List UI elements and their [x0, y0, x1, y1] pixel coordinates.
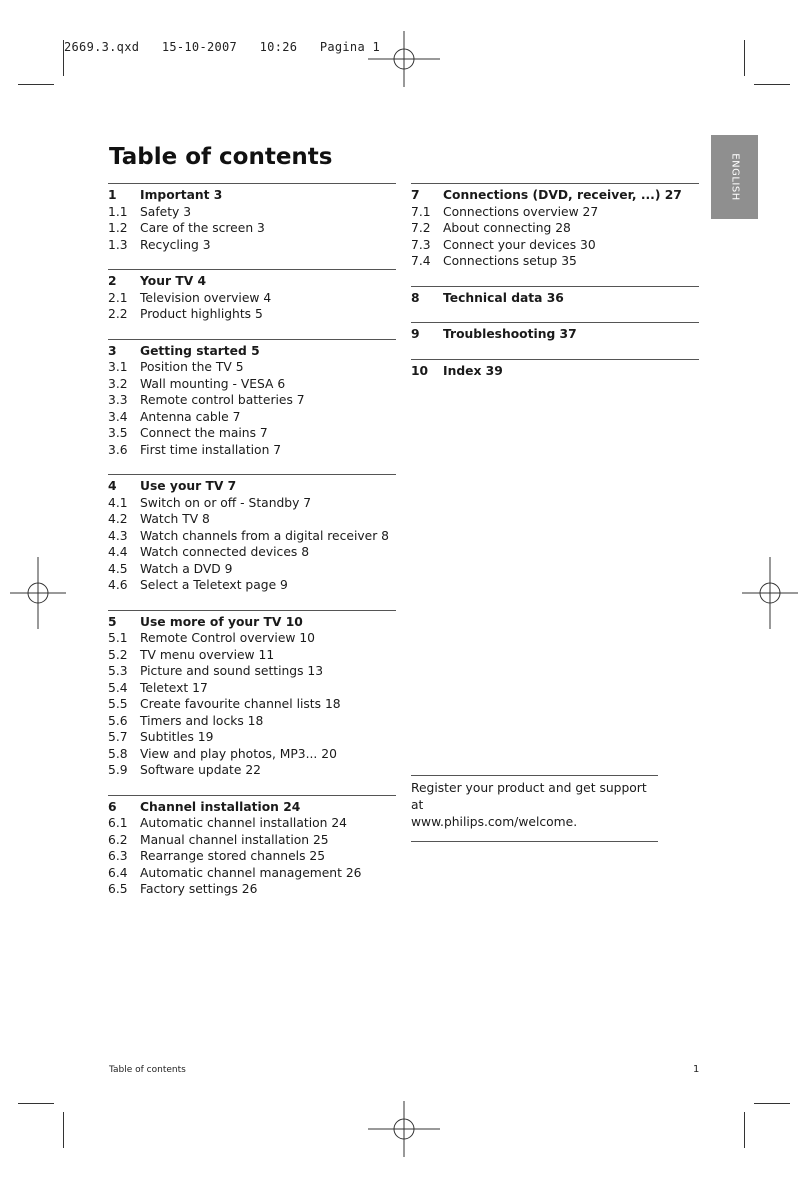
toc-entry-title: Important 3 [140, 188, 223, 202]
toc-entry-title: Wall mounting - VESA 6 [140, 376, 286, 391]
toc-entry[interactable] [108, 815, 396, 832]
toc-entry-title: Rearrange stored channels 25 [140, 849, 326, 863]
toc-entry-title: Index 39 [443, 363, 503, 378]
toc-entry[interactable] [411, 220, 699, 237]
toc-entry[interactable] [108, 425, 396, 442]
toc-entry-number: 4.2 [108, 512, 128, 526]
toc-entry-title: Switch on or off - Standby 7 [140, 495, 312, 510]
toc-entry-number: 6.3 [108, 849, 128, 863]
toc-chapter-heading[interactable] [108, 799, 396, 816]
toc-entry-title: Your TV 4 [140, 274, 207, 288]
toc-entry-title: TV menu overview 11 [140, 647, 275, 662]
toc-entry-title: Factory settings 26 [140, 882, 258, 896]
toc-section [108, 795, 396, 914]
toc-section [411, 359, 699, 396]
toc-entry[interactable] [108, 204, 396, 221]
toc-entry-number: 7.2 [411, 221, 431, 235]
toc-entry-number: 3.6 [108, 442, 128, 457]
toc-entry-number: 2.1 [108, 290, 128, 305]
toc-entry[interactable] [108, 729, 396, 746]
toc-entry[interactable] [108, 392, 396, 409]
toc-entry-title: Channel installation 24 [140, 799, 301, 814]
toc-chapter-heading[interactable] [108, 187, 396, 204]
toc-entry-title: Care of the screen 3 [140, 221, 265, 235]
toc-entry-title: Watch channels from a digital receiver 8 [140, 528, 389, 543]
toc-entry-title: Use your TV 7 [140, 479, 237, 493]
toc-entry-title: Product highlights 5 [140, 307, 263, 321]
toc-entry-title: Picture and sound settings 13 [140, 664, 324, 678]
toc-entry-number: 5.9 [108, 763, 128, 777]
language-tab-label: ENGLISH [729, 153, 740, 201]
toc-entry[interactable] [108, 409, 396, 426]
toc-entry-title: Connect the mains 7 [140, 426, 268, 440]
page-title: Table of contents [109, 144, 333, 170]
toc-entry-number: 5.6 [108, 713, 128, 728]
toc-entry[interactable] [108, 359, 396, 376]
toc-entry-title: Connections (DVD, receiver, ...) 27 [443, 188, 682, 202]
toc-entry-number: 1.3 [108, 237, 128, 252]
toc-entry[interactable] [108, 848, 396, 865]
toc-entry-number: 2.2 [108, 307, 128, 321]
toc-entry-number: 7.4 [411, 254, 431, 268]
toc-entry-number: 10 [411, 363, 429, 378]
toc-chapter-heading[interactable] [411, 326, 699, 343]
toc-entry[interactable] [108, 746, 396, 763]
toc-entry-title: Recycling 3 [140, 237, 211, 252]
toc-chapter-heading[interactable] [411, 363, 699, 380]
toc-entry[interactable] [108, 630, 396, 647]
toc-entry-title: Connections setup 35 [443, 254, 577, 268]
toc-entry[interactable] [108, 832, 396, 849]
registration-mark-icon [368, 1093, 440, 1165]
toc-entry-number: 7.3 [411, 237, 431, 252]
toc-entry-title: Watch a DVD 9 [140, 561, 233, 576]
toc-entry[interactable] [411, 253, 699, 270]
toc-entry[interactable] [411, 237, 699, 254]
toc-entry[interactable] [108, 561, 396, 578]
toc-entry-number: 3.2 [108, 376, 128, 391]
registration-mark-icon [2, 557, 74, 629]
toc-entry-title: Safety 3 [140, 204, 192, 219]
toc-entry-title: Remote control batteries 7 [140, 393, 305, 407]
toc-left-column [108, 183, 396, 914]
toc-entry-number: 9 [411, 327, 420, 341]
toc-entry[interactable] [108, 544, 396, 561]
toc-entry[interactable] [108, 528, 396, 545]
toc-entry-number: 3.3 [108, 393, 128, 407]
toc-entry[interactable] [108, 647, 396, 664]
toc-entry-number: 1 [108, 188, 117, 202]
toc-entry[interactable] [108, 511, 396, 528]
toc-entry[interactable] [108, 442, 396, 459]
toc-entry-number: 5.7 [108, 730, 128, 744]
toc-entry-title: Software update 22 [140, 763, 261, 777]
toc-entry-number: 6.1 [108, 816, 128, 830]
toc-entry-number: 4.4 [108, 545, 128, 559]
toc-entry-number: 3.5 [108, 426, 128, 440]
footer-title: Table of contents [109, 1065, 186, 1075]
toc-entry-title: View and play photos, MP3... 20 [140, 746, 337, 761]
toc-entry[interactable] [108, 696, 396, 713]
toc-entry-title: Television overview 4 [140, 290, 272, 305]
crop-mark [18, 84, 54, 85]
crop-mark [744, 40, 745, 76]
toc-chapter-heading[interactable] [108, 478, 396, 495]
toc-section [411, 183, 699, 286]
toc-section [108, 610, 396, 795]
toc-entry-number: 5.3 [108, 664, 128, 678]
toc-entry-title: Remote Control overview 10 [140, 631, 316, 645]
toc-entry[interactable] [108, 663, 396, 680]
page-number: 1 [693, 1064, 700, 1075]
toc-entry[interactable] [108, 713, 396, 730]
toc-entry-number: 5 [108, 614, 117, 629]
toc-section [108, 183, 396, 269]
toc-entry-number: 4.3 [108, 528, 128, 543]
toc-entry-number: 4.6 [108, 578, 128, 592]
toc-chapter-heading[interactable] [108, 343, 396, 360]
toc-entry[interactable] [108, 577, 396, 594]
register-note [411, 775, 658, 842]
toc-entry-title: Connections overview 27 [443, 204, 599, 219]
toc-entry-number: 6.5 [108, 882, 128, 896]
registration-mark-icon [734, 557, 806, 629]
toc-entry-title: Technical data 36 [443, 290, 564, 305]
toc-entry[interactable] [411, 204, 699, 221]
toc-entry[interactable] [108, 306, 396, 323]
toc-entry-title: Troubleshooting 37 [443, 327, 577, 341]
toc-entry[interactable] [108, 762, 396, 779]
toc-section [411, 286, 699, 323]
toc-entry-title: Connect your devices 30 [443, 237, 596, 252]
register-line: Register your product and get support at [411, 781, 647, 812]
crop-mark [63, 40, 64, 76]
toc-chapter-heading[interactable] [108, 273, 396, 290]
crop-mark [744, 1112, 745, 1148]
toc-entry-number: 4.1 [108, 495, 128, 510]
crop-mark [754, 84, 790, 85]
toc-chapter-heading[interactable] [411, 290, 699, 307]
crop-mark [63, 1112, 64, 1148]
toc-entry[interactable] [108, 881, 396, 898]
toc-entry[interactable] [108, 290, 396, 307]
toc-entry-title: Watch connected devices 8 [140, 545, 310, 559]
toc-entry[interactable] [108, 220, 396, 237]
toc-entry-number: 4 [108, 479, 117, 493]
registration-mark-icon [368, 23, 440, 95]
toc-entry-number: 5.4 [108, 680, 128, 695]
toc-chapter-heading[interactable] [108, 614, 396, 631]
toc-entry-number: 5.1 [108, 631, 128, 645]
toc-entry-number: 3.1 [108, 360, 128, 374]
toc-entry-title: Teletext 17 [140, 680, 208, 695]
toc-entry-title: About connecting 28 [443, 221, 571, 235]
register-url[interactable]: www.philips.com/welcome. [411, 815, 578, 829]
toc-entry-title: Create favourite channel lists 18 [140, 697, 341, 711]
toc-chapter-heading[interactable] [411, 187, 699, 204]
toc-entry-number: 5.8 [108, 746, 128, 761]
toc-section [108, 474, 396, 610]
toc-entry-number: 6 [108, 799, 117, 814]
toc-entry[interactable] [108, 376, 396, 393]
toc-entry-title: Subtitles 19 [140, 730, 214, 744]
toc-entry-number: 6.2 [108, 832, 128, 847]
toc-entry-title: Timers and locks 18 [140, 713, 264, 728]
toc-entry-title: Watch TV 8 [140, 512, 210, 526]
toc-entry-title: First time installation 7 [140, 442, 282, 457]
toc-entry-title: Antenna cable 7 [140, 409, 241, 424]
toc-entry-number: 5.2 [108, 647, 128, 662]
toc-entry-title: Manual channel installation 25 [140, 832, 329, 847]
toc-section [108, 339, 396, 475]
toc-entry-title: Use more of your TV 10 [140, 614, 303, 629]
toc-entry[interactable] [108, 237, 396, 254]
toc-section [108, 269, 396, 339]
toc-entry-number: 1.1 [108, 204, 128, 219]
toc-entry[interactable] [108, 865, 396, 882]
toc-entry-title: Automatic channel management 26 [140, 865, 362, 880]
toc-entry-number: 3 [108, 343, 117, 358]
toc-right-column [411, 183, 699, 395]
crop-mark [754, 1103, 790, 1104]
toc-entry-title: Select a Teletext page 9 [140, 578, 288, 592]
toc-entry-title: Automatic channel installation 24 [140, 816, 347, 830]
toc-entry-number: 4.5 [108, 561, 128, 576]
toc-entry-number: 5.5 [108, 697, 128, 711]
language-tab [711, 135, 758, 219]
toc-entry-number: 6.4 [108, 865, 128, 880]
toc-entry-number: 1.2 [108, 221, 128, 235]
toc-entry-number: 8 [411, 290, 420, 305]
toc-entry-title: Getting started 5 [140, 343, 260, 358]
toc-entry[interactable] [108, 680, 396, 697]
printer-slug: 2669.3.qxd 15-10-2007 10:26 Pagina 1 [64, 40, 381, 54]
toc-entry-title: Position the TV 5 [140, 360, 244, 374]
toc-entry-number: 2 [108, 274, 117, 288]
toc-entry-number: 7 [411, 188, 420, 202]
toc-entry-number: 7.1 [411, 204, 431, 219]
crop-mark [18, 1103, 54, 1104]
toc-entry-number: 3.4 [108, 409, 128, 424]
toc-entry[interactable] [108, 495, 396, 512]
toc-section [411, 322, 699, 359]
